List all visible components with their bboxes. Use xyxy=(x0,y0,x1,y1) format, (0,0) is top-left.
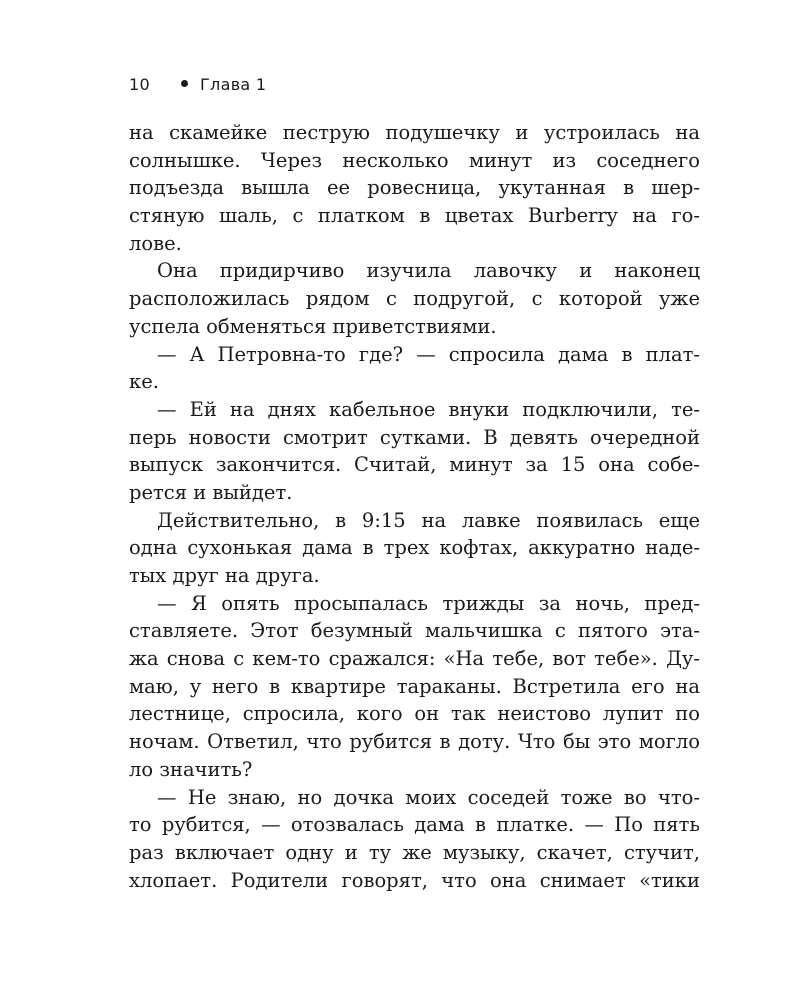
text-line: тых друг на друга. xyxy=(129,564,320,587)
text-line: — Ей на днях кабельное внуки подключили, те- xyxy=(157,397,700,421)
text-line: рется и выйдет. xyxy=(129,480,293,504)
text-line: ло значить? xyxy=(129,757,253,781)
text-line: ночам. Ответил, что рубится в доту. Что бы это могло xyxy=(129,730,700,754)
text-line: солнышке. Через несколько минут из соседнего xyxy=(129,148,700,172)
text-line: выпуск закончится. Считай, минут за 15 она собе- xyxy=(129,453,700,477)
body-text xyxy=(129,119,700,894)
text-line: успела обменяться приветствиями. xyxy=(129,314,497,338)
text-line: расположилась рядом с подругой, с которой уже xyxy=(129,287,700,311)
chapter-title: Глава 1 xyxy=(200,74,267,94)
text-line: Действительно, в 9:15 на лавке появилась еще xyxy=(157,508,700,532)
text-line: — А Петровна-то где? — спросила дама в плат- xyxy=(157,342,700,366)
running-head xyxy=(129,72,266,96)
text-line: раз включает одну и ту же музыку, скачет, стучит, xyxy=(129,840,700,864)
text-line: ставляете. Этот безумный мальчишка с пятого эта- xyxy=(129,619,700,643)
text-line: жа снова с кем-то сражался: «На тебе, вот тебе». Ду- xyxy=(129,647,700,671)
text-line: — Я опять просыпалась трижды за ночь, пред- xyxy=(157,591,700,615)
page-number: 10 xyxy=(129,74,150,94)
text-line: лове. xyxy=(129,231,182,255)
text-line: перь новости смотрит сутками. В девять очередной xyxy=(129,425,700,449)
text-line: то рубится, — отозвалась дама в платке. — По пять xyxy=(129,813,700,837)
bullet-icon xyxy=(181,80,188,87)
text-line: Она придирчиво изучила лавочку и наконец xyxy=(157,259,700,283)
text-line: стяную шаль, с платком в цветах Burberry на го- xyxy=(129,204,700,228)
text-line: одна сухонькая дама в трех кофтах, аккуратно наде- xyxy=(129,536,700,560)
text-line: хлопает. Родители говорят, что она снимает «тики xyxy=(129,868,700,892)
text-line: — Не знаю, но дочка моих соседей тоже во что- xyxy=(157,785,700,809)
text-line: маю, у него в квартире тараканы. Встретила его на xyxy=(129,674,700,698)
text-line: подъезда вышла ее ровесница, укутанная в шер- xyxy=(129,176,700,200)
text-line: лестнице, спросила, кого он так неистово лупит по xyxy=(129,702,700,726)
text-line: ке. xyxy=(129,370,159,394)
text-line: на скамейке пеструю подушечку и устроилась на xyxy=(129,121,700,144)
